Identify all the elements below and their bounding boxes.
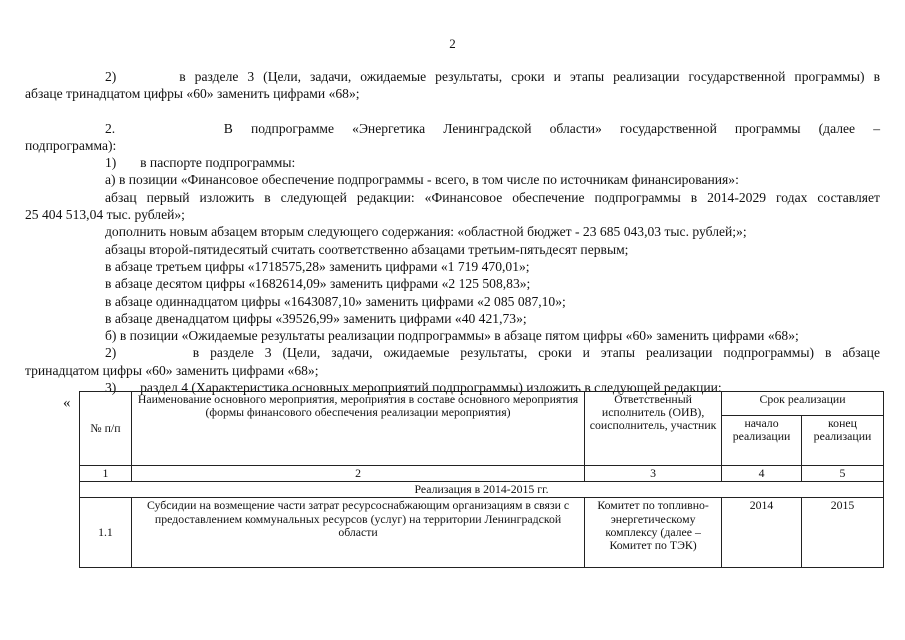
paragraph: 2) в разделе 3 (Цели, задачи, ожидаемые результаты, сроки и этапы реализации государственной программы) в	[105, 69, 880, 84]
paragraph: 25 404 513,04 тыс. рублей»;	[25, 207, 185, 223]
paragraph: 2) в разделе 3 (Цели, задачи, ожидаемые результаты, сроки и этапы реализации подпрограммы) в абзаце	[105, 345, 880, 361]
row-executor: Комитет по топливно-энергетическому комплексу (далее – Комитет по ТЭК)	[585, 498, 722, 568]
row-num: 1.1	[80, 498, 132, 568]
row-name: Субсидии на возмещение части затрат ресурсоснабжающим организациям в связи с предоставлением коммунальных ресурсов (услуг) на территории Ленинградской области	[131, 498, 584, 568]
document-body	[25, 68, 880, 396]
paragraph: б) в позиции «Ожидаемые результаты реализации подпрограммы» в абзаце пятом цифры «60» заменить цифрами «68»;	[105, 328, 799, 344]
row-end: 2015	[802, 498, 884, 568]
paragraph: в абзаце десятом цифры «1682614,09» заменить цифрами «2 125 508,83»;	[105, 276, 531, 292]
paragraph: абзацы второй-пятидесятый считать соответственно абзацами третьим-пятьдесят первым;	[105, 241, 629, 257]
header-start: начало реализации	[722, 416, 802, 466]
col-number: 5	[802, 466, 884, 482]
paragraph: 1) в паспорте подпрограммы:	[105, 155, 296, 171]
paragraph: в абзаце одиннадцатом цифры «1643087,10» заменить цифрами «2 085 087,10»;	[105, 293, 566, 309]
paragraph: абзаце тринадцатом цифры «60» заменить цифрами «68»;	[25, 86, 360, 102]
paragraph: дополнить новым абзацем вторым следующего содержания: «областной бюджет - 23 685 043,03 тыс. рублей;»;	[105, 224, 747, 240]
header-num: № п/п	[80, 392, 132, 466]
paragraph: подпрограмма):	[25, 137, 117, 153]
col-number: 1	[80, 466, 132, 482]
page-number: 2	[449, 36, 456, 51]
header-executor: Ответственный исполнитель (ОИВ), соисполнитель, участник	[585, 392, 722, 466]
paragraph: абзац первый изложить в следующей редакции: «Финансовое обеспечение подпрограммы в 2014-2029 годах составляет	[105, 189, 880, 205]
row-start: 2014	[722, 498, 802, 568]
paragraph: а) в позиции «Финансовое обеспечение подпрограммы - всего, в том числе по источникам финансирования»:	[105, 172, 739, 188]
col-number: 3	[585, 466, 722, 482]
header-period: Срок реализации	[722, 392, 884, 416]
paragraph: в абзаце третьем цифры «1718575,28» заменить цифрами «1 719 470,01»;	[105, 258, 530, 274]
paragraph: 3) раздел 4 (Характеристика основных мероприятий подпрограммы) изложить в следующей редакции:	[105, 380, 722, 396]
header-end: конец реализации	[802, 416, 884, 466]
col-number: 4	[722, 466, 802, 482]
measures-table	[79, 391, 884, 568]
opening-quote-mark: «	[63, 395, 71, 411]
section-row: Реализация в 2014-2015 гг.	[80, 482, 884, 498]
paragraph: тринадцатом цифры «60» заменить цифрами «68»;	[25, 362, 319, 378]
paragraph: в абзаце двенадцатом цифры «39526,99» заменить цифрами «40 421,73»;	[105, 310, 527, 326]
header-name: Наименование основного мероприятия, мероприятия в составе основного мероприятия (формы финансового обеспечения реализации мероприятия)	[131, 392, 584, 466]
col-number: 2	[131, 466, 584, 482]
paragraph: 2. В подпрограмме «Энергетика Ленинградской области» государственной программы (далее –	[105, 120, 880, 136]
